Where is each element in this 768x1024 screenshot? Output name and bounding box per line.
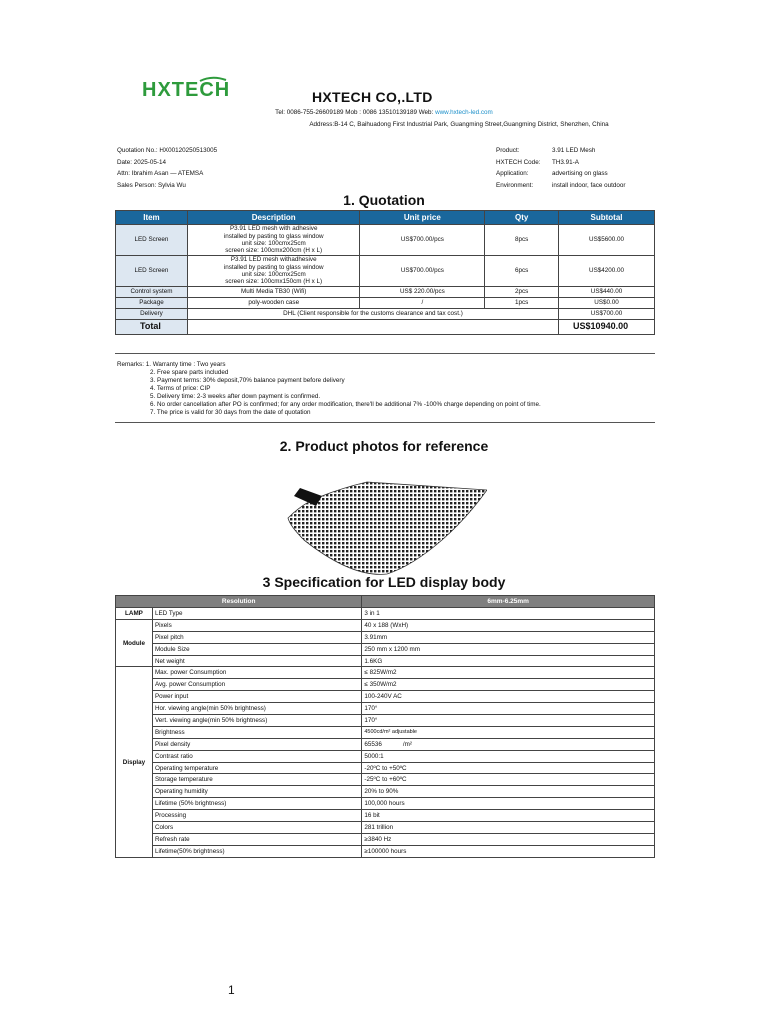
total-label: Total xyxy=(116,320,188,335)
quotation-cell: US$700.00/pcs xyxy=(360,225,485,256)
quotation-meta-right xyxy=(496,145,626,191)
delivery-row xyxy=(116,309,655,320)
spec-cell: 170° xyxy=(362,703,655,715)
table-row xyxy=(116,256,655,287)
text-line: HXTECH Code: xyxy=(496,158,541,166)
spec-cell: 5000:1 xyxy=(362,750,655,762)
text-line: P3.91 LED mesh withadhesive xyxy=(230,256,317,264)
spec-cell: LED Type xyxy=(152,608,361,620)
text-line: Application: xyxy=(496,170,529,178)
table-row xyxy=(116,679,655,691)
quotation-cell: Control system xyxy=(116,287,188,298)
description-cell xyxy=(187,225,360,256)
spec-cell: Vert. viewing angle(min 50% brightness) xyxy=(152,715,361,727)
spec-cell: Refresh rate xyxy=(152,833,361,845)
spec-cell: 16 bit xyxy=(362,810,655,822)
text-line: Product: xyxy=(496,147,520,154)
spec-cell: 40 x 188 (WxH) xyxy=(362,619,655,631)
remarks xyxy=(117,361,541,417)
quotation-cell: LED Screen xyxy=(116,225,188,256)
spec-cell: Power input xyxy=(152,691,361,703)
table-row xyxy=(116,667,655,679)
spec-table xyxy=(115,595,655,858)
quotation-cell: DHL (Client responsible for the customs clearance and tax cost.) xyxy=(187,309,558,320)
spec-header-resolution: Resolution xyxy=(116,596,362,608)
table-row xyxy=(116,762,655,774)
spec-cell: 3.91mm xyxy=(362,631,655,643)
table-row xyxy=(116,619,655,631)
spec-cell: Pixel pitch xyxy=(152,631,361,643)
text-line: screen size: 100cmx150cm (H x L) xyxy=(225,278,323,286)
table-row xyxy=(116,738,655,750)
text-line: 7. The price is valid for 30 days from the date of quotation xyxy=(150,409,311,416)
text-line: 4. Terms of price: CIP xyxy=(150,385,211,392)
quotation-cell: 1pcs xyxy=(485,298,559,309)
spec-cell: Colors xyxy=(152,822,361,834)
header-description: Description xyxy=(187,211,360,225)
spec-header-row xyxy=(116,596,655,608)
text-line: Remarks: 1. Warranty time : Two years xyxy=(117,361,226,368)
quotation-cell: Delivery xyxy=(116,309,188,320)
spec-cell: Contrast ratio xyxy=(152,750,361,762)
spec-cell: Max. power Consumption xyxy=(152,667,361,679)
quotation-cell: poly-wooden case xyxy=(187,298,360,309)
text-line: screen size: 100cmx200cm (H x L) xyxy=(225,247,323,255)
spec-cell: Brightness xyxy=(152,726,361,738)
led-mesh-product-photo xyxy=(282,478,487,578)
table-row xyxy=(116,287,655,298)
company-name: HXTECH CO,.LTD xyxy=(312,89,433,105)
quotation-cell: / xyxy=(360,298,485,309)
quotation-cell: LED Screen xyxy=(116,256,188,287)
spec-cell: ≥3840 Hz xyxy=(362,833,655,845)
spec-title: 3 Specification for LED display body xyxy=(262,574,506,590)
quotation-date: Date: 2025-05-14 xyxy=(117,158,167,166)
table-row xyxy=(116,798,655,810)
table-row xyxy=(116,655,655,667)
quotation-cell: US$700.00 xyxy=(559,309,655,320)
table-row xyxy=(116,726,655,738)
contact-text: Tel: 0086-755-26609189 Mob : 0086 13510139189 Web: xyxy=(275,109,436,116)
table-row xyxy=(116,691,655,703)
spec-cell: Hor. viewing angle(min 50% brightness) xyxy=(152,703,361,715)
spec-cell: Net weight xyxy=(152,655,361,667)
quotation-meta-left xyxy=(117,145,217,191)
quotation-cell: US$ 220.00/pcs xyxy=(360,287,485,298)
spec-cell: Storage temperature xyxy=(152,774,361,786)
quotation-cell: 6pcs xyxy=(485,256,559,287)
text-line: 2. Free spare parts included xyxy=(150,369,229,376)
text-line: 3.91 LED Mesh xyxy=(552,147,596,154)
table-row xyxy=(116,608,655,620)
text-line: 6. No order cancellation after PO is confirmed; for any order modification, there'll be additional 7% -100% charge depending on point of time. xyxy=(150,401,541,408)
meta-application xyxy=(496,168,626,180)
quotation-header-row xyxy=(116,211,655,225)
spec-cell: Lifetime(50% brightness) xyxy=(152,845,361,857)
spec-cell: 100,000 hours xyxy=(362,798,655,810)
table-row xyxy=(116,822,655,834)
spec-cell: 281 trillion xyxy=(362,822,655,834)
quotation-cell: US$440.00 xyxy=(559,287,655,298)
quotation-cell: Multi Media TB30 (Wifi) xyxy=(187,287,360,298)
spec-cell: -25ºC to +60ºC xyxy=(362,774,655,786)
quotation-cell: 8pcs xyxy=(485,225,559,256)
spec-cell: 250 mm x 1200 mm xyxy=(362,643,655,655)
sales-person: Sales Person: Sylvia Wu xyxy=(117,181,186,189)
text-line: install indoor, face outdoor xyxy=(552,181,626,189)
table-row xyxy=(116,810,655,822)
spec-cell: 3 in 1 xyxy=(362,608,655,620)
total-row xyxy=(116,320,655,335)
spec-cell: Lifetime (50% brightness) xyxy=(152,798,361,810)
quotation-cell: 2pcs xyxy=(485,287,559,298)
group-lamp: LAMP xyxy=(116,608,153,620)
spec-cell: 100-240V AC xyxy=(362,691,655,703)
quotation-cell: US$4200.00 xyxy=(559,256,655,287)
meta-environment xyxy=(496,180,626,192)
spec-cell: Processing xyxy=(152,810,361,822)
table-row xyxy=(116,225,655,256)
quotation-table xyxy=(115,210,655,335)
contact-line xyxy=(0,109,768,116)
spec-cell: Pixel density xyxy=(152,738,361,750)
group-module: Module xyxy=(116,619,153,667)
table-row xyxy=(116,786,655,798)
spec-cell: 4500cd/m² adjustable xyxy=(362,726,655,738)
table-row xyxy=(116,750,655,762)
website-link[interactable]: www.hxtech-led.com xyxy=(435,109,493,116)
table-row xyxy=(116,643,655,655)
table-row xyxy=(116,774,655,786)
table-row xyxy=(116,715,655,727)
divider xyxy=(115,353,655,354)
spec-cell: Module Size xyxy=(152,643,361,655)
page-number: 1 xyxy=(228,983,235,997)
spec-cell: 1.6KG xyxy=(362,655,655,667)
hxtech-logo xyxy=(142,76,254,102)
quotation-cell xyxy=(187,320,558,335)
spec-cell: ≤ 350W/m2 xyxy=(362,679,655,691)
spec-cell: Avg. power Consumption xyxy=(152,679,361,691)
header-qty: Qty xyxy=(485,211,559,225)
spec-cell: ≤ 825W/m2 xyxy=(362,667,655,679)
description-cell xyxy=(187,256,360,287)
spec-cell: ≥100000 hours xyxy=(362,845,655,857)
table-row xyxy=(116,833,655,845)
text-line: TH3.91-A xyxy=(552,158,579,166)
header-item: Item xyxy=(116,211,188,225)
spec-cell: 170° xyxy=(362,715,655,727)
quotation-cell: Package xyxy=(116,298,188,309)
spec-cell: 20% to 90% xyxy=(362,786,655,798)
text-line: Environment: xyxy=(496,181,534,189)
table-row xyxy=(116,631,655,643)
quotation-cell: US$700.00/pcs xyxy=(360,256,485,287)
text-line: 5. Delivery time: 2-3 weeks after down payment is confirmed. xyxy=(150,393,321,400)
attention: Attn: Ibrahim Asan — ATEMSA xyxy=(117,170,204,178)
spec-cell: -20ºC to +50ºC xyxy=(362,762,655,774)
text-line: 3. Payment terms: 30% deposit,70% balance payment before delivery xyxy=(150,377,345,384)
text-line: installed by pasting to glass window xyxy=(223,232,324,240)
spec-cell: Operating temperature xyxy=(152,762,361,774)
spec-cell: Operating humidity xyxy=(152,786,361,798)
photos-title: 2. Product photos for reference xyxy=(279,438,489,454)
meta-product xyxy=(496,145,626,157)
svg-text:HXTECH: HXTECH xyxy=(142,79,231,101)
table-row xyxy=(116,845,655,857)
quotation-title: 1. Quotation xyxy=(343,192,425,208)
header-subtotal: Subtotal xyxy=(559,211,655,225)
quotation-cell: US$5600.00 xyxy=(559,225,655,256)
spec-cell: Pixels xyxy=(152,619,361,631)
group-display: Display xyxy=(116,667,153,857)
spec-header-value: 6mm-6.25mm xyxy=(362,596,655,608)
spec-cell: 65536 /m² xyxy=(362,738,655,750)
quotation-number: Quotation No.: HX00120250513005 xyxy=(117,147,218,154)
meta-code xyxy=(496,157,626,169)
divider xyxy=(115,422,655,423)
table-row xyxy=(116,298,655,309)
text-line: unit size: 100cmx25cm xyxy=(241,271,306,278)
quotation-cell: US$0.00 xyxy=(559,298,655,309)
text-line: P3.91 LED mesh with adhesive xyxy=(229,225,318,233)
address-line: Address:B-14 C, Baihuadong First Industrial Park, Guangming Street,Guangming District, Shenzhen, China xyxy=(309,121,609,128)
total-value: US$10940.00 xyxy=(559,320,655,335)
table-row xyxy=(116,703,655,715)
text-line: advertising on glass xyxy=(552,170,608,178)
text-line: unit size: 100cmx25cm xyxy=(241,240,306,247)
text-line: installed by pasting to glass window xyxy=(223,263,324,271)
header-unit-price: Unit price xyxy=(360,211,485,225)
